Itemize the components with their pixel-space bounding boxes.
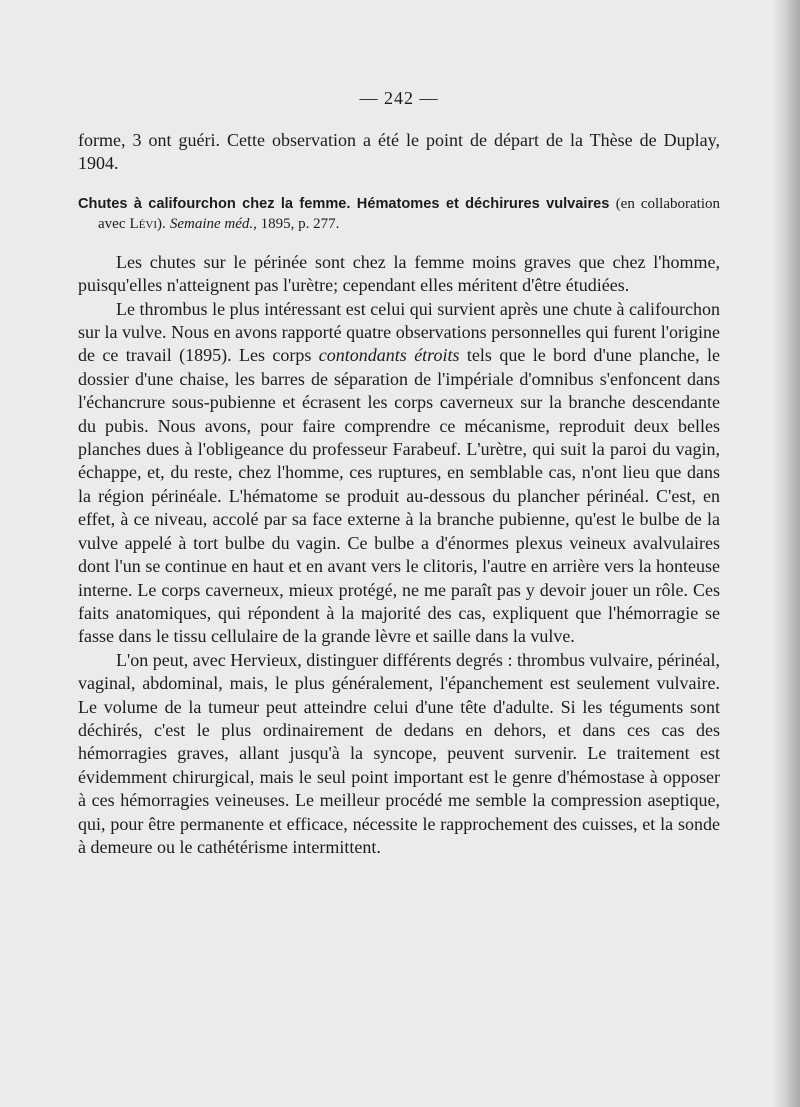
entry-collaborator: Lévi bbox=[129, 216, 158, 233]
entry-collab-suffix: ). bbox=[157, 216, 166, 233]
entry-title: Chutes à califourchon chez la femme. Hématomes et déchirures vulvaires bbox=[78, 195, 610, 212]
paragraph-1: Les chutes sur le périnée sont chez la femme moins graves que chez l'homme, puisqu'elles n'atteignent pas l'urètre; cependant elles méritent d'être étudiées. bbox=[78, 251, 720, 296]
paragraph-2-italic: contondants étroits bbox=[318, 345, 460, 366]
page-number: — 242 — bbox=[359, 88, 439, 108]
continuation-paragraph: forme, 3 ont guéri. Cette observation a été le point de départ de la Thèse de Duplay, 1904. bbox=[78, 130, 720, 174]
bibliography-entry bbox=[78, 194, 720, 235]
paragraph-2 bbox=[78, 298, 720, 649]
entry-collab-prefix: (en collaboration avec bbox=[98, 195, 720, 233]
entry-citation: , 1895, p. 277. bbox=[253, 216, 340, 233]
scan-edge-shadow bbox=[772, 0, 800, 1107]
paragraph-3: L'on peut, avec Hervieux, distinguer différents degrés : thrombus vulvaire, périnéal, vaginal, abdominal, mais, le plus généralement, l'épanchement est seulement vulvaire. Le volume de la tumeur peut atteindre celui d'une tête d'adulte. Si les téguments sont déchirés, c'est le plus ordinairement de dedans en dehors, et dans ces cas des hémorragies graves, allant jusqu'à la syncope, peuvent survenir. Le traitement est évidemment chirurgical, mais le seul point important est le genre d'hémostase à opposer à ces hémorragies veineuses. Le meilleur procédé me semble la compression aseptique, qui, pour être permanente et efficace, nécessite le rapprochement des cuisses, et la sonde à demeure ou le cathétérisme intermittent. bbox=[78, 649, 720, 857]
paragraph-2-end: tels que le bord d'une planche, le dossier d'une chaise, les barres de séparation de l'impériale d'omnibus s'enfoncent dans l'échancrure sous-pubienne et écrasent les corps caverneux sur la branche descendante du pubis. Nous avons, pour faire comprendre ce mécanisme, reproduit deux belles planches dues à l'obligeance du professeur Farabeuf. L'urètre, qui suit la paroi du vagin, échappe, et, du reste, chez l'homme, ces ruptures, en semblable cas, n'ont lieu que dans la région périnéale. L'hématome se produit au-dessous du plancher périnéal. C'est, en effet, à ce niveau, accolé par sa face externe à la branche pubienne, qu'est le bulbe de la vulve appelé à tort bulbe du vagin. Ce bulbe a d'énormes plexus veineux avalvulaires dont l'un se continue en haut et en avant vers le clitoris, l'autre en arrière vers la honteuse interne. Le corps caverneux, mieux protégé, ne me paraît pas y devoir jouer un rôle. Ces faits anatomiques, qui répondent à la majorité des cas, expliquent que l'hémorragie se fasse dans le tissu cellulaire de la grande lèvre et saille dans la vulve. bbox=[78, 345, 720, 647]
entry-journal: Semaine méd. bbox=[169, 216, 254, 233]
book-page bbox=[78, 86, 720, 859]
paragraph-2-start: Le thrombus le plus intéressant est celui qui survient après une chute à califourchon sur la vulve. Nous en avons rapporté quatre observations personnelles qui furent l'origine de ce travail (1895). Les corps bbox=[78, 298, 720, 366]
